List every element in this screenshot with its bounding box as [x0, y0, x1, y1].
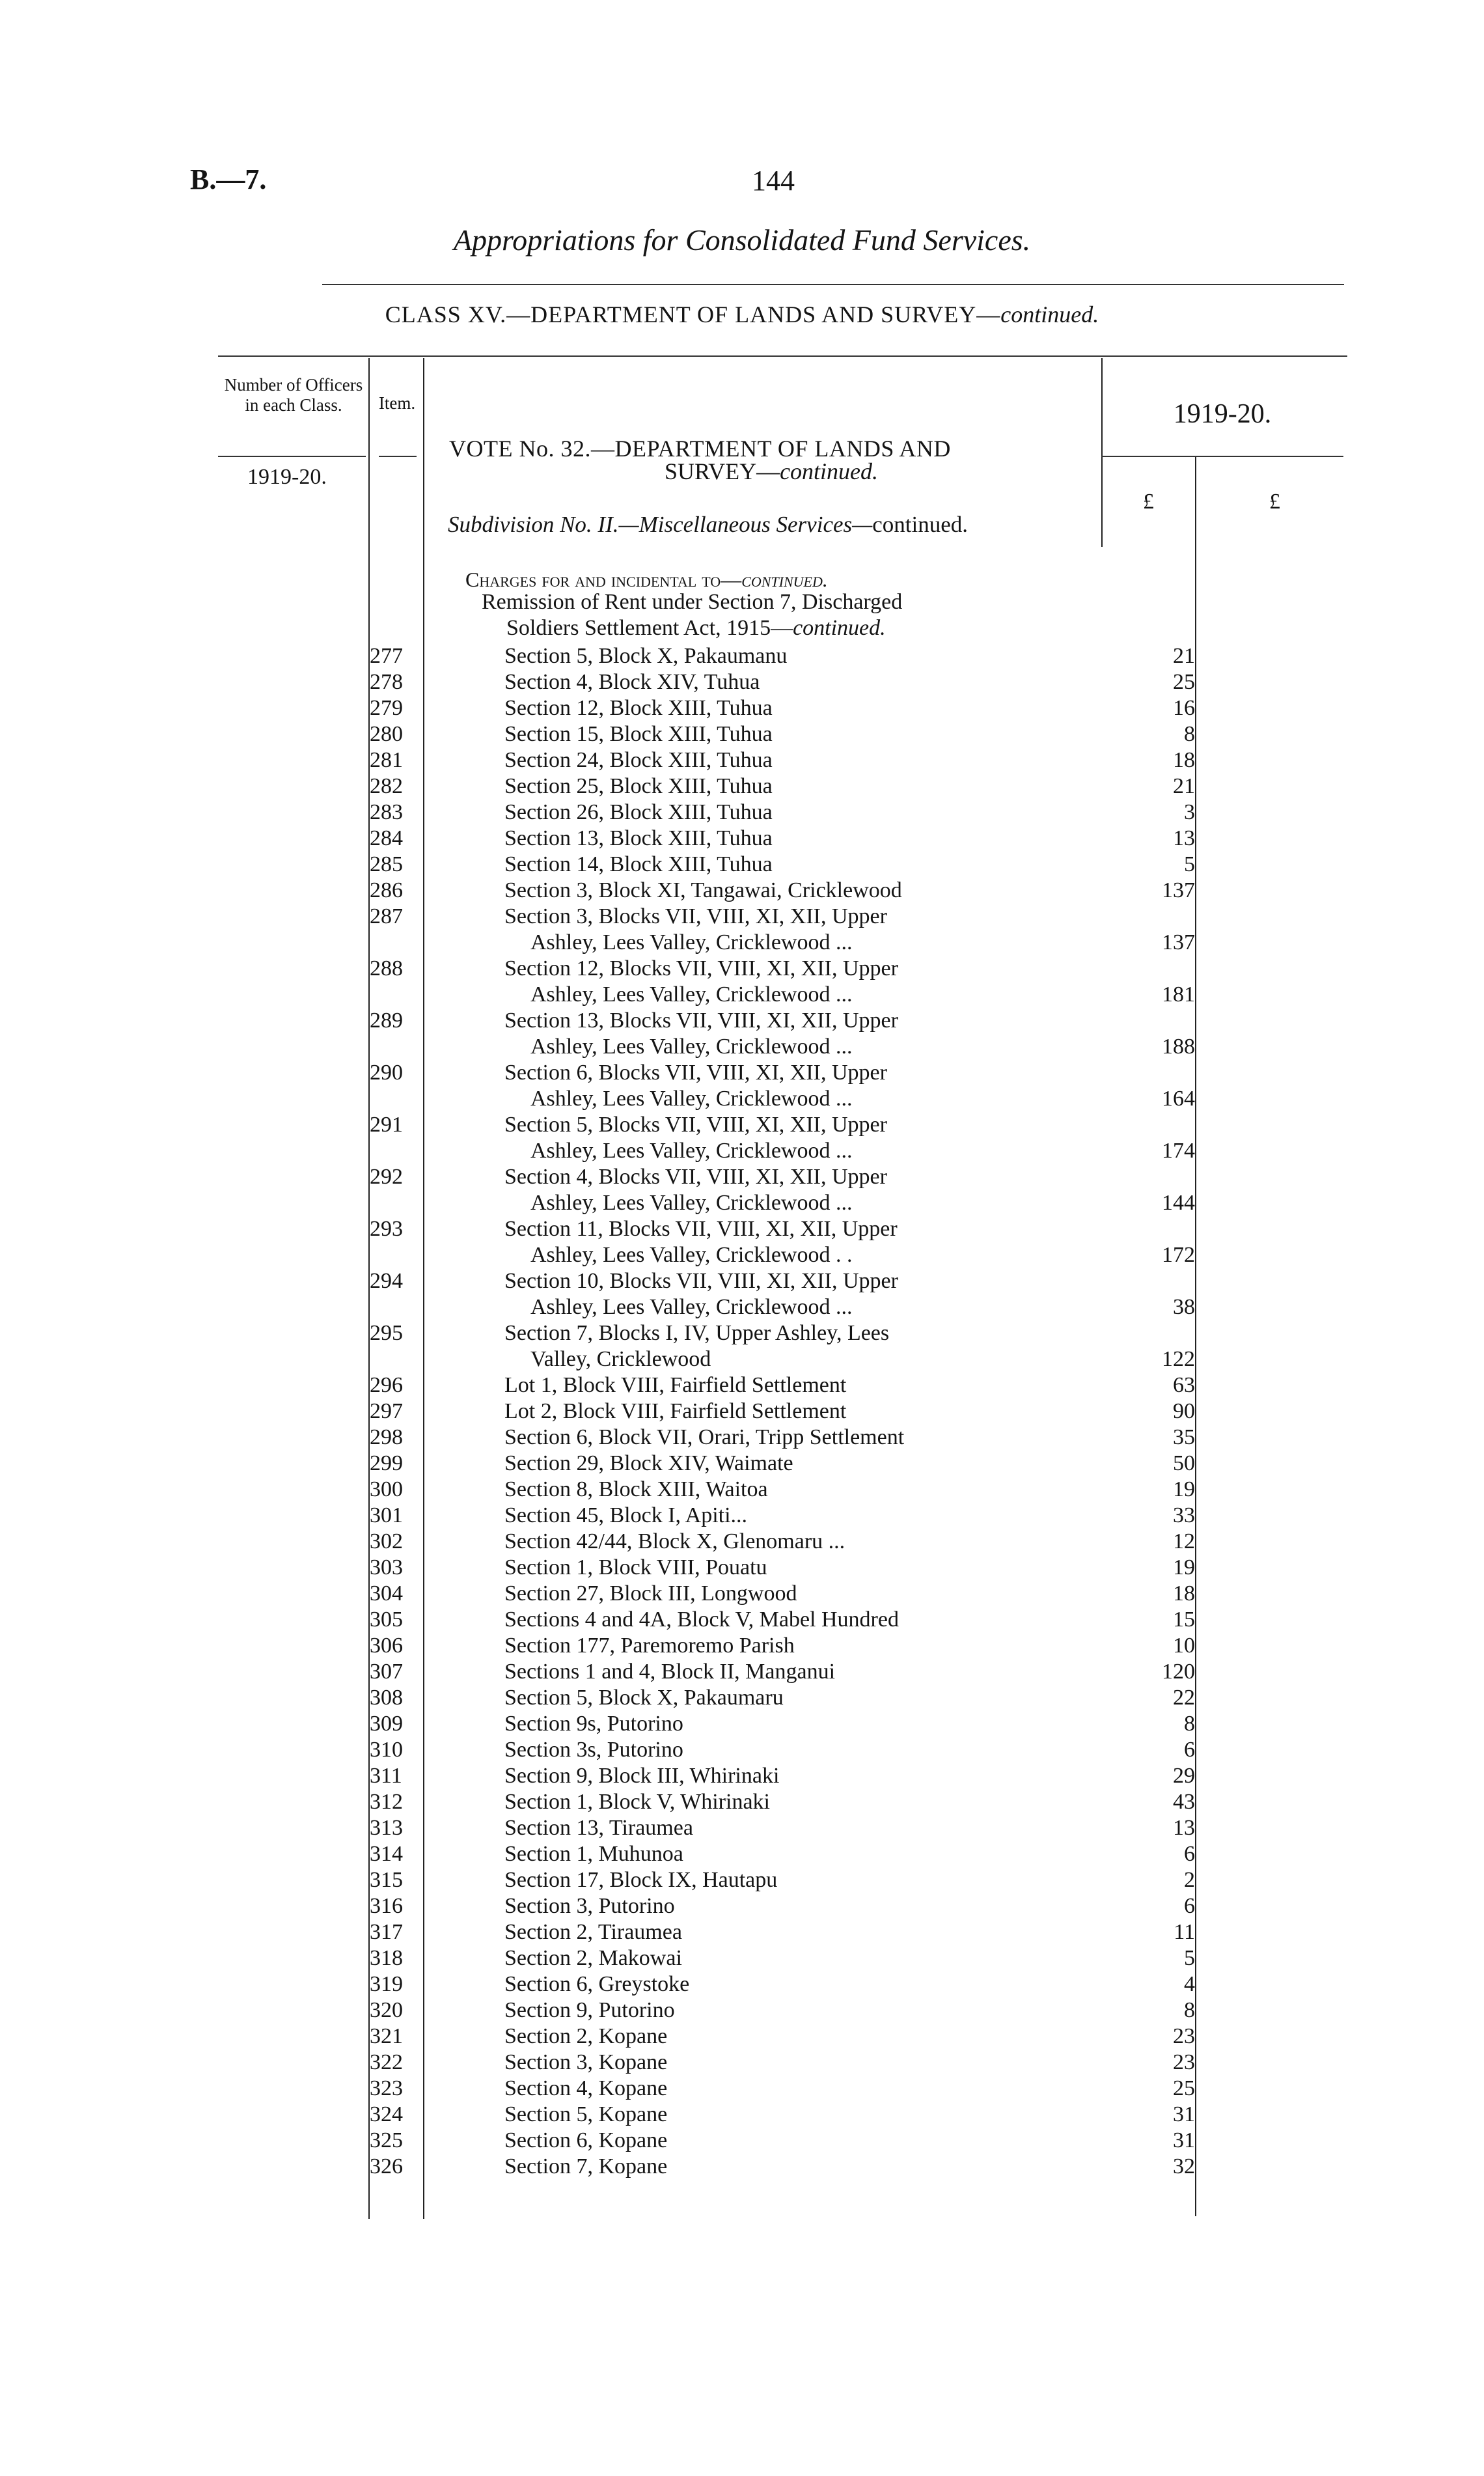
item-description: Section 2, Tiraumea [504, 1920, 682, 1944]
year-underline [1101, 456, 1343, 457]
item-description: Section 5, Blocks VII, VIII, XI, XII, Upper [504, 1113, 887, 1137]
item-number: 310 [370, 1738, 403, 1762]
item-amount: 8 [1184, 1998, 1195, 2022]
table-row [0, 1451, 1484, 1477]
currency-right: £ [1269, 490, 1280, 514]
table-row [0, 1815, 1484, 1841]
item-number: 277 [370, 644, 403, 668]
item-description: Sections 1 and 4, Block II, Manganui [504, 1660, 836, 1684]
item-amount: 10 [1173, 1634, 1195, 1658]
year-column-header: 1919-20. [1173, 399, 1272, 429]
document-code: B.—7. [190, 163, 267, 195]
item-amount: 120 [1162, 1660, 1195, 1684]
item-number: 293 [370, 1217, 403, 1241]
item-description: Section 9, Block III, Whirinaki [504, 1764, 780, 1788]
item-number: 308 [370, 1686, 403, 1710]
item-amount: 19 [1173, 1477, 1195, 1501]
item-number: 279 [370, 696, 403, 720]
item-description: Section 42/44, Block X, Glenomaru ... [504, 1529, 845, 1553]
item-amount: 15 [1173, 1607, 1195, 1632]
table-row [0, 904, 1484, 956]
remission-heading-line2-text: Soldiers Settlement Act, 1915— [506, 616, 793, 640]
item-number: 306 [370, 1634, 403, 1658]
title-rule [322, 284, 1344, 285]
item-description: Section 10, Blocks VII, VIII, XI, XII, Upper [504, 1269, 898, 1293]
item-description: Ashley, Lees Valley, Cricklewood ... [530, 930, 853, 954]
item-amount: 6 [1184, 1894, 1195, 1918]
class-heading-text: CLASS XV.—DEPARTMENT OF LANDS AND SURVEY— [385, 301, 1001, 327]
subdivision-heading [448, 512, 968, 538]
item-number: 290 [370, 1061, 403, 1085]
item-description: Section 6, Greystoke [504, 1972, 690, 1996]
item-amount: 50 [1173, 1451, 1195, 1475]
item-description: Section 4, Kopane [504, 2076, 668, 2100]
item-number: 317 [370, 1920, 403, 1944]
table-row [0, 956, 1484, 1008]
table-row [0, 852, 1484, 878]
item-description: Section 3, Putorino [504, 1894, 675, 1918]
charges-heading [465, 568, 828, 592]
item-description: Section 6, Kopane [504, 2128, 668, 2152]
table-row [0, 1789, 1484, 1815]
item-description: Section 9s, Putorino [504, 1712, 683, 1736]
item-description: Section 3, Blocks VII, VIII, XI, XII, Upper [504, 904, 887, 928]
class-heading-suffix: continued. [1000, 301, 1099, 327]
item-number: 291 [370, 1113, 403, 1137]
col-divider-description [1101, 358, 1103, 547]
item-description: Ashley, Lees Valley, Cricklewood ... [530, 1295, 853, 1319]
item-amount: 11 [1174, 1920, 1195, 1944]
item-description: Lot 1, Block VIII, Fairfield Settlement [504, 1373, 847, 1397]
item-description: Section 1, Block V, Whirinaki [504, 1790, 770, 1814]
charges-heading-suffix: continued. [741, 568, 828, 591]
item-description: Section 13, Block XIII, Tuhua [504, 826, 773, 850]
item-number: 288 [370, 956, 403, 981]
item-amount: 21 [1173, 774, 1195, 798]
item-amount: 90 [1173, 1399, 1195, 1423]
item-number: 314 [370, 1842, 403, 1866]
class-heading [0, 301, 1484, 328]
table-row [0, 1060, 1484, 1112]
item-description: Section 6, Blocks VII, VIII, XI, XII, Upper [504, 1061, 887, 1085]
item-description: Section 9, Putorino [504, 1998, 675, 2022]
remission-heading-line2-suffix: continued. [793, 616, 886, 640]
item-amount: 5 [1184, 852, 1195, 876]
item-amount: 16 [1173, 696, 1195, 720]
table-row [0, 1320, 1484, 1372]
item-description: Section 3s, Putorino [504, 1738, 683, 1762]
table-row [0, 2076, 1484, 2102]
table-row [0, 2050, 1484, 2076]
item-description: Section 8, Block XIII, Waitoa [504, 1477, 768, 1501]
item-number: 325 [370, 2128, 403, 2152]
item-description: Section 26, Block XIII, Tuhua [504, 800, 773, 824]
item-description: Section 25, Block XIII, Tuhua [504, 774, 773, 798]
table-row [0, 747, 1484, 773]
item-amount: 6 [1184, 1842, 1195, 1866]
item-number: 300 [370, 1477, 403, 1501]
item-amount: 12 [1173, 1529, 1195, 1553]
item-description: Ashley, Lees Valley, Cricklewood ... [530, 982, 853, 1007]
item-amount: 22 [1173, 1686, 1195, 1710]
item-description: Section 12, Blocks VII, VIII, XI, XII, Upper [504, 956, 898, 981]
page-number: 144 [752, 165, 795, 197]
table-row [0, 2102, 1484, 2128]
table-row [0, 1164, 1484, 1216]
item-number: 285 [370, 852, 403, 876]
item-number: 309 [370, 1712, 403, 1736]
item-number: 303 [370, 1555, 403, 1579]
item-column-header: Item. [378, 393, 416, 413]
item-description: Section 13, Blocks VII, VIII, XI, XII, Upper [504, 1008, 898, 1033]
table-row [0, 773, 1484, 800]
item-number: 323 [370, 2076, 403, 2100]
item-description: Section 12, Block XIII, Tuhua [504, 696, 773, 720]
item-amount: 172 [1162, 1243, 1195, 1267]
item-number: 315 [370, 1868, 403, 1892]
item-description: Section 2, Kopane [504, 2024, 668, 2048]
item-description: Section 15, Block XIII, Tuhua [504, 722, 773, 746]
item-number: 320 [370, 1998, 403, 2022]
item-description: Section 3, Kopane [504, 2050, 668, 2074]
item-number: 312 [370, 1790, 403, 1814]
page-title: Appropriations for Consolidated Fund Services. [453, 223, 1031, 257]
item-amount: 25 [1173, 2076, 1195, 2100]
item-amount: 19 [1173, 1555, 1195, 1579]
item-amount: 21 [1173, 644, 1195, 668]
table-top-rule [218, 355, 1347, 357]
table-row [0, 1008, 1484, 1060]
item-description: Sections 4 and 4A, Block V, Mabel Hundred [504, 1607, 899, 1632]
item-amount: 35 [1173, 1425, 1195, 1449]
table-row [0, 1659, 1484, 1685]
item-description: Section 29, Block XIV, Waimate [504, 1451, 793, 1475]
item-description: Ashley, Lees Valley, Cricklewood ... [530, 1035, 853, 1059]
item-amount: 6 [1184, 1738, 1195, 1762]
charges-heading-text: Charges for and incidental to— [465, 568, 742, 591]
item-description: Ashley, Lees Valley, Cricklewood ... [530, 1139, 853, 1163]
table-row [0, 1529, 1484, 1555]
table-row [0, 721, 1484, 747]
vote-heading-line2-suffix: continued. [780, 458, 879, 484]
item-amount: 164 [1162, 1087, 1195, 1111]
item-number: 322 [370, 2050, 403, 2074]
remission-heading-line2 [506, 616, 886, 641]
item-number: 296 [370, 1373, 403, 1397]
item-description: Section 7, Kopane [504, 2154, 668, 2178]
item-description: Section 2, Makowai [504, 1946, 682, 1970]
table-row [0, 1841, 1484, 1867]
currency-left: £ [1143, 490, 1154, 514]
item-description: Section 5, Kopane [504, 2102, 668, 2126]
item-amount: 5 [1184, 1946, 1195, 1970]
item-amount: 188 [1162, 1035, 1195, 1059]
item-amount: 63 [1173, 1373, 1195, 1397]
item-amount: 13 [1173, 826, 1195, 850]
item-number: 297 [370, 1399, 403, 1423]
item-amount: 122 [1162, 1347, 1195, 1371]
table-row [0, 1945, 1484, 1971]
table-row [0, 1685, 1484, 1711]
item-number: 319 [370, 1972, 403, 1996]
table-row [0, 1216, 1484, 1268]
table-row [0, 826, 1484, 852]
item-description: Section 177, Paremoremo Parish [504, 1634, 795, 1658]
item-number: 304 [370, 1581, 403, 1606]
item-amount: 23 [1173, 2050, 1195, 2074]
table-row [0, 2024, 1484, 2050]
item-description: Valley, Cricklewood [530, 1347, 711, 1371]
item-amount: 137 [1162, 878, 1195, 902]
item-description: Section 14, Block XIII, Tuhua [504, 852, 773, 876]
table-row [0, 1737, 1484, 1763]
item-description: Section 11, Blocks VII, VIII, XI, XII, Upper [504, 1217, 898, 1241]
item-amount: 23 [1173, 2024, 1195, 2048]
officers-column-header: Number of Officers in each Class. [224, 375, 363, 415]
table-row [0, 2154, 1484, 2180]
item-description: Section 4, Block XIV, Tuhua [504, 670, 760, 694]
item-description: Section 5, Block X, Pakaumaru [504, 1686, 784, 1710]
table-row [0, 1893, 1484, 1919]
table-row [0, 800, 1484, 826]
item-number: 281 [370, 748, 403, 772]
item-amount: 29 [1173, 1764, 1195, 1788]
table-row [0, 1503, 1484, 1529]
item-number: 302 [370, 1529, 403, 1553]
item-number: 292 [370, 1165, 403, 1189]
item-amount: 174 [1162, 1139, 1195, 1163]
table-row [0, 1919, 1484, 1945]
table-row [0, 643, 1484, 669]
item-description: Section 5, Block X, Pakaumanu [504, 644, 788, 668]
item-number: 282 [370, 774, 403, 798]
table-row [0, 1268, 1484, 1320]
item-description: Section 24, Block XIII, Tuhua [504, 748, 773, 772]
item-number: 289 [370, 1008, 403, 1033]
table-row [0, 1477, 1484, 1503]
item-number: 287 [370, 904, 403, 928]
remission-heading-line1: Remission of Rent under Section 7, Discharged [482, 590, 903, 614]
item-amount: 8 [1184, 1712, 1195, 1736]
officers-year: 1919-20. [247, 465, 327, 489]
item-description: Ashley, Lees Valley, Cricklewood ... [530, 1191, 853, 1215]
table-row [0, 1971, 1484, 1997]
item-description: Section 3, Block XI, Tangawai, Cricklewood [504, 878, 902, 902]
item-amount: 25 [1173, 670, 1195, 694]
item-number: 301 [370, 1503, 403, 1527]
officers-underline [218, 456, 366, 457]
item-number: 295 [370, 1321, 403, 1345]
item-number: 278 [370, 670, 403, 694]
vote-heading-line2 [449, 458, 1093, 485]
item-number: 326 [370, 2154, 403, 2178]
item-number: 299 [370, 1451, 403, 1475]
item-number: 311 [370, 1764, 402, 1788]
item-description: Ashley, Lees Valley, Cricklewood . . [530, 1243, 853, 1267]
item-description: Lot 2, Block VIII, Fairfield Settlement [504, 1399, 847, 1423]
item-description: Section 45, Block I, Apiti... [504, 1503, 748, 1527]
item-number: 321 [370, 2024, 403, 2048]
item-amount: 8 [1184, 722, 1195, 746]
subdivision-heading-suffix: continued. [872, 512, 969, 537]
table-row [0, 1607, 1484, 1633]
item-amount: 32 [1173, 2154, 1195, 2178]
item-number: 298 [370, 1425, 403, 1449]
table-row [0, 695, 1484, 721]
item-number: 316 [370, 1894, 403, 1918]
subdivision-heading-text: Subdivision No. II.—Miscellaneous Services— [448, 512, 873, 537]
table-row [0, 2128, 1484, 2154]
table-row [0, 1581, 1484, 1607]
item-amount: 144 [1162, 1191, 1195, 1215]
item-amount: 18 [1173, 1581, 1195, 1606]
table-row [0, 1398, 1484, 1425]
item-description: Section 7, Blocks I, IV, Upper Ashley, Lees [504, 1321, 890, 1345]
table-row [0, 1372, 1484, 1398]
item-description: Section 17, Block IX, Hautapu [504, 1868, 778, 1892]
item-number: 324 [370, 2102, 403, 2126]
item-amount: 13 [1173, 1816, 1195, 1840]
item-description: Section 27, Block III, Longwood [504, 1581, 797, 1606]
item-description: Section 1, Muhunoa [504, 1842, 683, 1866]
item-number: 294 [370, 1269, 403, 1293]
item-description: Ashley, Lees Valley, Cricklewood ... [530, 1087, 853, 1111]
item-number: 307 [370, 1660, 403, 1684]
item-amount: 4 [1184, 1972, 1195, 1996]
item-number: 280 [370, 722, 403, 746]
item-amount: 181 [1162, 982, 1195, 1007]
item-number: 284 [370, 826, 403, 850]
vote-heading-line1: VOTE No. 32.—DEPARTMENT OF LANDS AND [449, 436, 951, 462]
item-description: Section 13, Tiraumea [504, 1816, 693, 1840]
table-row [0, 669, 1484, 695]
item-amount: 2 [1184, 1868, 1195, 1892]
vote-heading-line2-text: SURVEY— [664, 458, 780, 484]
table-row [0, 1633, 1484, 1659]
item-number: 305 [370, 1607, 403, 1632]
table-row [0, 1425, 1484, 1451]
item-description: Section 1, Block VIII, Pouatu [504, 1555, 767, 1579]
table-row [0, 1867, 1484, 1893]
table-row [0, 1555, 1484, 1581]
table-row [0, 1112, 1484, 1164]
item-amount: 18 [1173, 748, 1195, 772]
item-amount: 38 [1173, 1295, 1195, 1319]
table-row [0, 1711, 1484, 1737]
item-underline [379, 456, 417, 457]
item-number: 318 [370, 1946, 403, 1970]
table-row [0, 1997, 1484, 2024]
item-amount: 43 [1173, 1790, 1195, 1814]
item-number: 283 [370, 800, 403, 824]
item-amount: 3 [1184, 800, 1195, 824]
item-description: Section 4, Blocks VII, VIII, XI, XII, Upper [504, 1165, 887, 1189]
table-row [0, 878, 1484, 904]
table-row [0, 1763, 1484, 1789]
item-description: Section 6, Block VII, Orari, Tripp Settlement [504, 1425, 905, 1449]
item-amount: 137 [1162, 930, 1195, 954]
item-amount: 31 [1173, 2128, 1195, 2152]
item-number: 286 [370, 878, 403, 902]
item-amount: 31 [1173, 2102, 1195, 2126]
item-amount: 33 [1173, 1503, 1195, 1527]
item-number: 313 [370, 1816, 403, 1840]
